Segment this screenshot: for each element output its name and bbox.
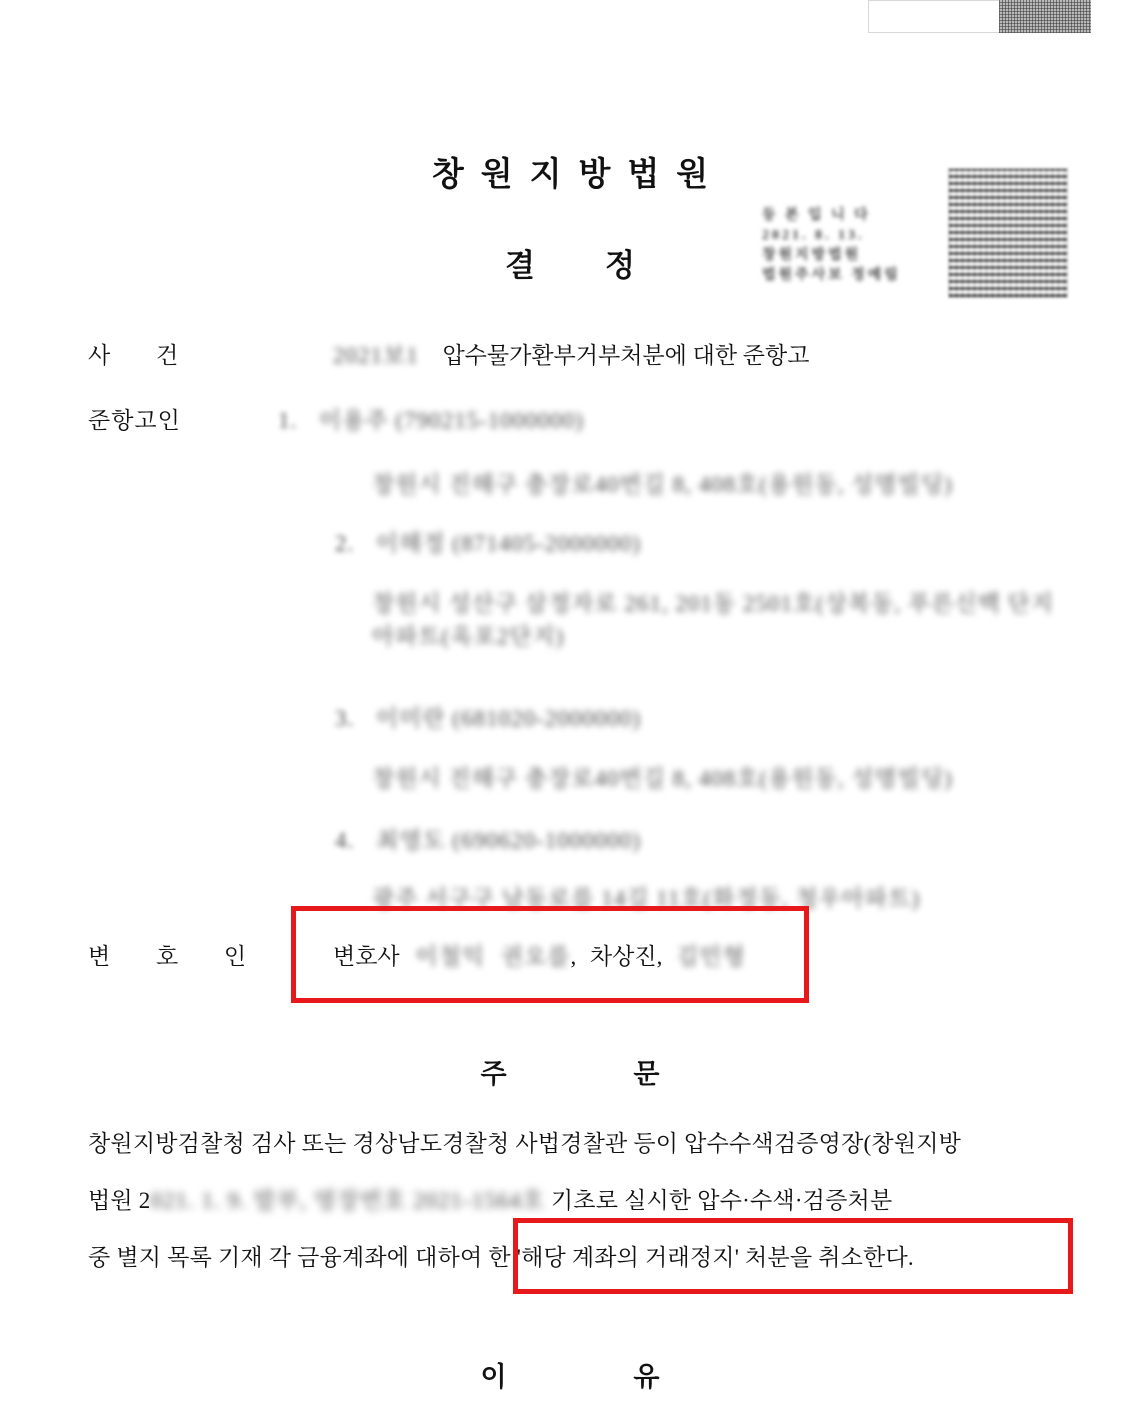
appellant-2-address: 창원시 성산구 삼정자로 261, 201동 2501호(상복동, 푸른신백 단지아파트(옥포2단지) <box>372 591 1054 649</box>
appellant-3-number: 3. <box>335 706 355 731</box>
field-label-attorney: 변 호 인 <box>88 944 267 969</box>
order-line-3 <box>88 1229 1078 1286</box>
scan-noise-block <box>999 0 1091 33</box>
appellant-1-address: 창원시 진해구 충장로40번길 8, 408호(용원동, 성명빌딩) <box>372 472 953 497</box>
field-label-case: 사 건 <box>88 343 199 368</box>
order-warrant-redacted: 021. 1. 9. 발부, 영장번호 2021-1564호 <box>150 1188 545 1213</box>
case-number-redacted: 2021보1 <box>333 343 419 368</box>
order-line-3-highlight: '해당 계좌의 거래정지' 처분을 취소한다. <box>516 1245 914 1270</box>
field-label-appellant: 준항고인 <box>88 408 181 433</box>
scan-artifact-strip <box>868 0 1090 33</box>
page-title: 창원지방법원 <box>431 157 726 193</box>
field-value-case <box>333 337 809 370</box>
attorney-name-3: 차상진 <box>589 944 657 969</box>
appellant-3-identity: 이미란 (681020-2000000) <box>376 706 641 731</box>
appellant-4-identity: 최영도 (690620-1000000) <box>376 828 641 853</box>
appellant-2-identity: 이해정 (871405-2000000) <box>376 531 641 556</box>
appellant-1-name <box>278 402 584 435</box>
order-line-2 <box>88 1172 1078 1229</box>
case-subject: 압수물가환부거부처분에 대한 준항고 <box>442 343 810 368</box>
official-stamp <box>752 168 1088 308</box>
stamp-text: 등 본 입 니 다 2021. 8. 13. 창원지방법원 법원주사보 정예림 <box>762 208 901 283</box>
order-paragraph <box>88 1115 1078 1286</box>
order-line-2-post: 기초로 실시한 압수·수색·검증처분 <box>544 1188 893 1213</box>
appellant-4-name <box>335 822 641 855</box>
appellant-4-number: 4. <box>335 828 355 853</box>
appellant-3-address: 창원시 진해구 충장로40번길 8, 408호(용원동, 성명빌딩) <box>372 766 953 791</box>
attorney-name-1: 이철익 <box>415 944 486 969</box>
appellant-2-name <box>335 525 641 558</box>
document-type-title: 결정 <box>505 248 705 283</box>
attorney-sep-2: , <box>656 944 663 969</box>
appellant-2-number: 2. <box>335 531 355 556</box>
section-heading-reason: 이 유 <box>480 1362 720 1392</box>
appellant-3-name <box>335 700 641 733</box>
appellant-1-identity: 이용주 (790215-1000000) <box>319 408 584 433</box>
appellant-1-number: 1. <box>278 408 298 433</box>
attorney-prefix: 변호사 <box>333 944 400 969</box>
order-line-2-pre: 법원 2 <box>88 1188 151 1213</box>
order-line-3-pre: 중 별지 목록 기재 각 금융계좌에 대하여 한 <box>88 1245 517 1270</box>
appellant-4-address: 광주 서구구 남동로를 14길 11호(화정동, 청우아파트) <box>372 886 921 911</box>
stamp-qr-icon <box>948 168 1068 298</box>
attorney-name-4: 김민형 <box>676 944 746 969</box>
attorney-sep-1: , <box>570 944 577 969</box>
section-heading-order: 주 문 <box>480 1059 720 1089</box>
attorney-value <box>333 938 746 971</box>
order-line-1: 창원지방검찰청 검사 또는 경상남도경찰청 사법경찰관 등이 압수수색검증영장(창원지방 <box>88 1131 962 1156</box>
attorney-name-2: 권오를 <box>500 944 571 969</box>
